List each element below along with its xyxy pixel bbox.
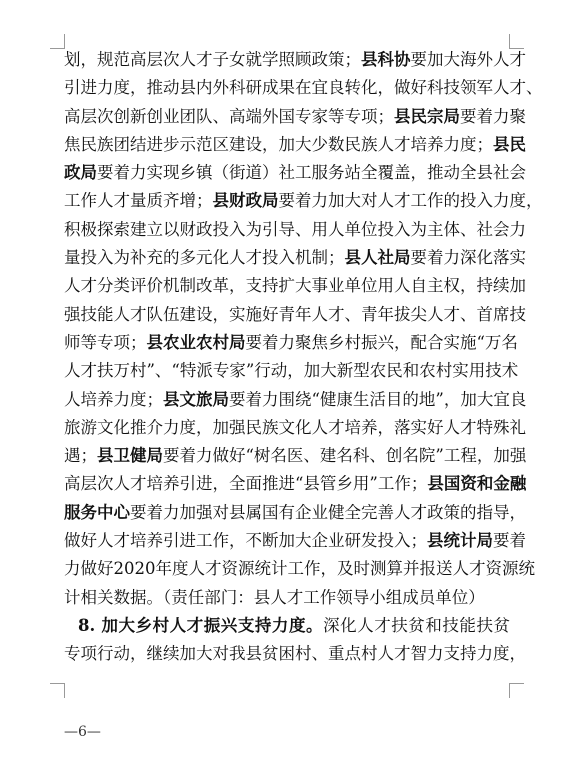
text-segment: 师等专项； (64, 332, 147, 352)
text-segment: 做好人才培养引进工作，不断加大企业研发投入； (64, 531, 427, 551)
body-text (64, 46, 543, 669)
text-segment: 力做好2020年度人才资源统计工作，及时测算并报送人才资源统 (64, 559, 535, 579)
text-segment: 划，规范高层次人才子女就学照顾政策； (64, 50, 361, 69)
text-segment: 深化人才扶贫和技能扶贫 (323, 615, 510, 635)
text-segment: 要着力围绕“健康生活目的地”，加大宜良 (229, 389, 527, 409)
bold-text-segment: 县农业农村局 (146, 332, 246, 352)
text-segment: 引进力度，推动县内外科研成果在宜良转化，做好科技领军人才、 (64, 78, 543, 98)
text-segment: 人培养力度； (64, 389, 163, 409)
text-segment: 要加大海外人才 (410, 50, 526, 69)
text-segment: 专项行动，继续加大对我县贫困村、重点村人才智力支持力度， (64, 644, 526, 664)
text-line (64, 555, 535, 583)
text-line (64, 74, 543, 102)
text-segment: 计相关数据。（责任部门：县人才工作领导小组成员单位） (64, 587, 485, 607)
text-line (64, 159, 526, 187)
text-segment: 旅游文化推介力度，加强民族文化人才培养，落实好人才特殊礼 (64, 417, 526, 437)
text-segment: 人才分类评价机制改革，支持扩大事业单位用人自主权，持续加 (64, 276, 526, 296)
bold-text-segment: 县人社局 (344, 248, 411, 268)
text-segment: 要着力实现乡镇（街道）社工服务站全覆盖，推动全县社会 (97, 163, 526, 183)
bold-text-segment: 服务中心 (64, 502, 130, 522)
bold-text-segment: 县卫健局 (97, 446, 163, 466)
bold-text-segment: 县国资和金融 (427, 474, 527, 494)
text-line (64, 329, 518, 357)
text-segment: 高层次人才培养引进，全面推进“县管乡用”工作； (64, 474, 428, 494)
text-line (64, 584, 510, 612)
text-line (64, 216, 526, 244)
text-segment: 要着力加强对县属国有企业健全完善人才政策的指导， (130, 502, 526, 522)
text-line (64, 131, 526, 159)
bold-text-segment: 县民 (493, 134, 526, 154)
text-segment: 量投入为补充的多元化人才投入机制； (64, 248, 345, 268)
bold-text-segment: 政局 (64, 163, 97, 183)
crop-mark-top-left (50, 34, 65, 49)
text-segment: 要着力深化落实 (410, 248, 526, 268)
bold-text-segment: 县科协 (361, 50, 411, 69)
crop-mark-bottom-right (509, 683, 524, 698)
text-line (64, 386, 527, 414)
bold-text-segment: 县财政局 (212, 191, 279, 211)
text-line (64, 414, 526, 442)
text-line (64, 612, 510, 640)
text-line (64, 187, 543, 215)
text-line (64, 442, 527, 470)
text-line (64, 272, 526, 300)
text-line (64, 46, 526, 74)
crop-mark-bottom-left (50, 683, 65, 698)
bold-text-segment: 县文旅局 (163, 389, 229, 409)
text-segment: 积极探索建立以财政投入为引导、用人单位投入为主体、社会力 (64, 219, 526, 239)
text-segment: 要着力聚 (460, 106, 526, 126)
text-segment: 强技能人才队伍建设，实施好青年人才、青年拔尖人才、首席技 (64, 304, 526, 324)
page-number: —6— (64, 724, 101, 740)
text-line (64, 244, 526, 272)
text-line (64, 301, 526, 329)
text-segment: 遇； (64, 446, 97, 466)
text-segment: 要着 (493, 531, 526, 551)
text-segment: 人才扶万村”、“特派专家”行动，加大新型农民和农村实用技术 (64, 361, 519, 381)
text-line (64, 357, 519, 385)
text-segment: 高层次创新创业团队、高端外国专家等专项； (64, 106, 394, 126)
text-line (64, 499, 526, 527)
bold-text-segment: 8. 加大乡村人才振兴支持力度。 (78, 615, 324, 635)
bold-text-segment: 县民宗局 (394, 106, 460, 126)
text-segment: 要着力加大对人才工作的投入力度， (278, 191, 543, 211)
text-line (64, 470, 527, 498)
text-line (64, 640, 526, 668)
text-segment: 要着力聚焦乡村振兴，配合实施“万名 (245, 332, 518, 352)
text-line (64, 103, 526, 131)
bold-text-segment: 县统计局 (427, 531, 493, 551)
text-segment: 要着力做好“树名医、建名科、创名院”工程，加强 (163, 446, 527, 466)
text-segment: 焦民族团结进步示范区建设，加大少数民族人才培养力度； (64, 134, 493, 154)
text-segment: 工作人才量质齐增； (64, 191, 213, 211)
crop-mark-top-right (509, 34, 524, 49)
text-line (64, 527, 526, 555)
